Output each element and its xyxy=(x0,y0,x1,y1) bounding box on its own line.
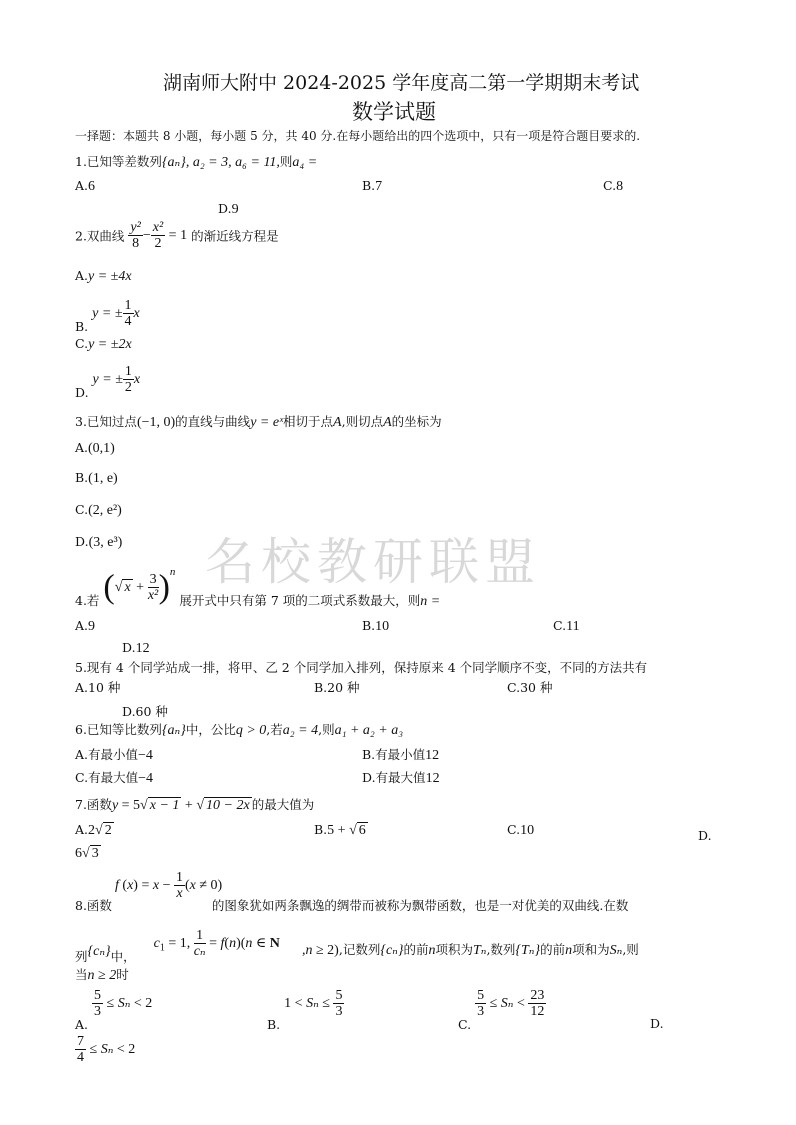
q1-stem: 1.已知等差数列{aₙ}, a₂ = 3, a₆ = 11,则a₄ = xyxy=(75,154,318,170)
q7-option-c[interactable]: C.10 xyxy=(507,822,535,838)
q6-stem: 6.已知等比数列{aₙ}中，公比q > 0,若a₂ = 4,则a₁ + a₂ + a₃ xyxy=(75,722,404,738)
q7-stem: 7.函数y = 5√ x − 1 + √ 10 − 2x 的最大值为 xyxy=(75,797,315,813)
watermark: 名校教研联盟 xyxy=(205,533,541,591)
q5-option-b[interactable]: B.20 种 xyxy=(314,680,360,695)
q6-option-d[interactable]: D.有最大值12 xyxy=(362,770,440,786)
q6-option-c[interactable]: C.有最大值−4 xyxy=(75,770,153,786)
q4-stem: 4.若 (√ x + $\frac{3}{\text{x²}}$ )$^n$ 展开式中只有第 7 项的二项式系数最大，则n = xyxy=(75,566,441,609)
q2-option-b[interactable]: B. y = ± $\frac{1}{4}$ x xyxy=(75,298,140,334)
q2-stem: 2.双曲线 $\frac{\text{y²}}{8}$ − $\frac{\text{x²}}{2}$ = 1 的渐近线方程是 xyxy=(75,220,279,251)
q8-stem: 8.函数 的图象犹如两条飘逸的绸带而被称为飘带函数，也是一对优美的双曲线.在数 xyxy=(75,898,629,913)
q8-line2: 列{cₙ}中， $c_1 = 1$, $\frac{1}{\text{cₙ}}$ = f(n)(n ∈ N xyxy=(75,928,280,964)
q1-option-b[interactable]: B.7 xyxy=(362,178,383,194)
q7-option-d-value: 6√ 3 xyxy=(75,846,99,861)
q3-option-a[interactable]: A.(0,1) xyxy=(75,440,115,456)
section-instruction: 一择题：本题共 8 小题，每小题 5 分，共 40 分.在每小题给出的四个选项中，只有一项是符合题目要求的. xyxy=(75,129,641,143)
q5-option-d[interactable]: D.60 种 xyxy=(122,704,168,719)
q4-option-b[interactable]: B.10 xyxy=(362,618,390,634)
q4-option-d[interactable]: D.12 xyxy=(122,640,150,656)
q8-option-c[interactable]: C. $\frac{5}{3}$ ≤ Sₙ < $\frac{23}{12}$ xyxy=(458,988,545,1032)
q4-option-c[interactable]: C.11 xyxy=(553,618,580,634)
q8-function: f (x) = x − $\frac{1}{x}$ (x ≠ 0) xyxy=(115,870,223,901)
q6-option-a[interactable]: A.有最小值−4 xyxy=(75,747,153,763)
q1-option-d[interactable]: D.9 xyxy=(218,201,239,217)
q8-option-d-value: $\frac{7}{4}$ ≤ Sₙ < 2 xyxy=(77,1034,136,1065)
q1-option-a[interactable]: A.6 xyxy=(75,178,96,194)
q1-option-c[interactable]: C.8 xyxy=(603,178,624,194)
q8-option-d[interactable]: D. xyxy=(650,1016,664,1031)
q8-line3: 当n ≥ 2时 xyxy=(75,967,129,983)
q5-option-c[interactable]: C.30 种 xyxy=(507,680,553,695)
q2-option-a[interactable]: A.y = ±4x xyxy=(75,268,132,284)
q8-option-a[interactable]: A. $\frac{5}{3}$ ≤ Sₙ < 2 xyxy=(75,988,153,1032)
exam-title: 湖南师大附中 2024-2025 学年度高二第一学期期末考试 xyxy=(163,72,640,94)
q3-option-c[interactable]: C.(2, e²) xyxy=(75,502,122,518)
q8-line2-rest: ,n ≥ 2),记数列{cₙ}的前n项积为Tₙ,数列{Tₙ}的前n项和为Sₙ,则 xyxy=(302,942,639,958)
q6-option-b[interactable]: B.有最小值12 xyxy=(362,747,440,763)
q7-option-b[interactable]: B.5 + √ 6 xyxy=(314,822,366,838)
q3-stem: 3.已知过点(−1, 0)的直线与曲线y = eˣ相切于点A,则切点A的坐标为 xyxy=(75,414,442,430)
q3-option-d[interactable]: D.(3, e³) xyxy=(75,534,123,550)
q7-option-d[interactable]: D. xyxy=(698,828,712,843)
q5-option-a[interactable]: A.10 种 xyxy=(75,680,121,695)
exam-subtitle: 数学试题 xyxy=(352,100,436,124)
q5-stem: 5.现有 4 个同学站成一排，将甲、乙 2 个同学加入排列，保持原来 4 个同学顺序不变，不同的方法共有 xyxy=(75,660,648,675)
q2-option-d[interactable]: D. y = ± $\frac{1}{2}$ x xyxy=(75,364,141,400)
q7-option-a[interactable]: A.2√ 2 xyxy=(75,822,112,838)
q3-option-b[interactable]: B.(1, e) xyxy=(75,470,118,486)
q2-option-c[interactable]: C.y = ±2x xyxy=(75,336,132,352)
q4-option-a[interactable]: A.9 xyxy=(75,618,96,634)
q8-option-b[interactable]: B. 1 < Sₙ ≤ $\frac{5}{3}$ xyxy=(267,988,343,1032)
